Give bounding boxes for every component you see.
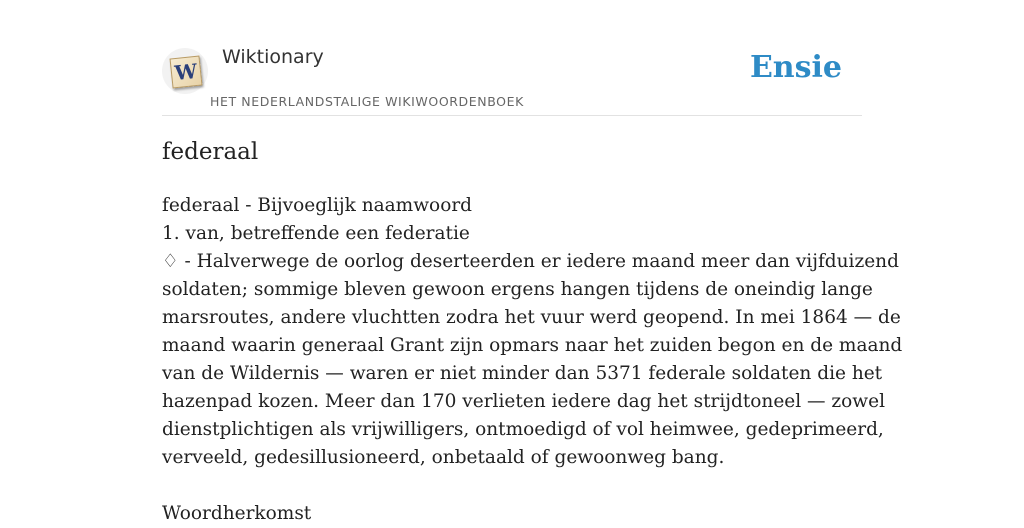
example-line: ♢ - Halverwege de oorlog deserteerden er iedere maand meer dan vijfduizend — [162, 251, 899, 272]
example-line: soldaten; sommige bleven gewoon ergens hangen tijdens de oneindig lange — [162, 279, 873, 300]
site-title[interactable]: Wiktionary — [222, 46, 324, 68]
example-line: van de Wildernis — waren er niet minder dan 5371 federale soldaten die het — [162, 363, 883, 384]
example-quote — [162, 248, 903, 472]
example-line: maand waarin generaal Grant zijn opmars naar het zuiden begon en de maand — [162, 335, 903, 356]
example-line: dienstplichtigen als vrijwilligers, ontmoedigd of vol heimwee, gedeprimeerd, — [162, 419, 884, 440]
section-heading-woordherkomst: Woordherkomst — [162, 503, 312, 524]
example-line: marsroutes, andere vluchtten zodra het vuur werd geopend. In mei 1864 — de — [162, 307, 901, 328]
site-subtitle: HET NEDERLANDSTALIGE WIKIWOORDENBOEK — [210, 94, 524, 109]
ensie-brand-link[interactable]: Ensie — [749, 50, 842, 85]
word-class: federaal - Bijvoeglijk naamwoord — [162, 195, 473, 216]
site-header — [162, 40, 862, 116]
header-divider — [162, 115, 862, 116]
logo-tile — [170, 56, 203, 89]
logo-letter: W — [173, 58, 199, 86]
entry-content — [162, 192, 903, 528]
definition: 1. van, betreffende een federatie — [162, 223, 470, 244]
wiktionary-logo-icon[interactable] — [162, 48, 208, 94]
example-line: hazenpad kozen. Meer dan 170 verlieten iedere dag het strijdtoneel — zowel — [162, 391, 886, 412]
page-title: federaal — [162, 139, 259, 165]
example-line: verveeld, gedesillusioneerd, onbetaald of gewoonweg bang. — [162, 447, 725, 468]
